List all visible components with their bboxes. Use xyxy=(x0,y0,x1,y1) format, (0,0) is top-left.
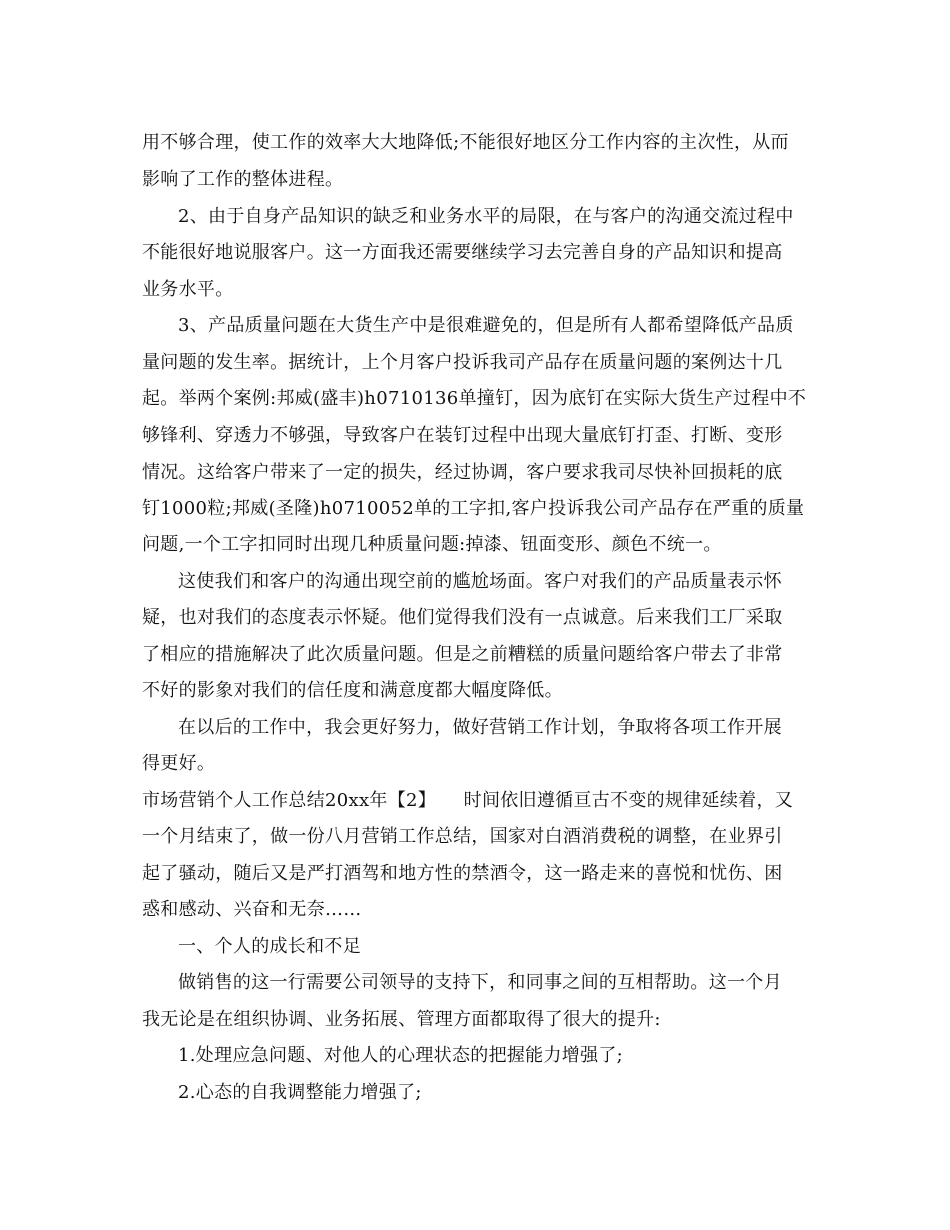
text-line: 在以后的工作中，我会更好努力，做好营销工作计划，争取将各项工作开展 xyxy=(178,717,782,738)
text-line: 问题,一个工字扣同时出现几种质量问题:掉漆、钮面变形、颜色不统一。 xyxy=(142,534,722,555)
text-line: 起。举两个案例:邦威(盛丰)h0710136单撞钉，因为底钉在实际大货生产过程中不 xyxy=(142,388,807,409)
text-line: 这使我们和客户的沟通出现空前的尴尬场面。客户对我们的产品质量表示怀 xyxy=(178,571,782,592)
text-line: 1.处理应急问题、对他人的心理状态的把握能力增强了; xyxy=(178,1045,624,1066)
text-line: 2、由于自身产品知识的缺乏和业务水平的局限，在与客户的沟通交流过程中 xyxy=(178,206,794,227)
text-line: 疑，也对我们的态度表示怀疑。他们觉得我们没有一点诚意。后来我们工厂采取 xyxy=(142,607,783,628)
text-line: 我无论是在组织协调、业务拓展、管理方面都取得了很大的提升: xyxy=(142,1009,661,1030)
text-line: 一个月结束了，做一份八月营销工作总结，国家对白酒消费税的调整，在业界引 xyxy=(142,826,783,847)
text-line: 钉1000粒;邦威(圣隆)h0710052单的工字扣,客户投诉我公司产品存在严重的质量 xyxy=(142,498,805,519)
text-line: 2.心态的自我调整能力增强了; xyxy=(178,1082,422,1103)
text-line: 一、个人的成长和不足 xyxy=(178,936,361,957)
text-line: 量问题的发生率。据统计，上个月客户投诉我司产品存在质量问题的案例达十几 xyxy=(142,352,783,373)
text-line: 惑和感动、兴奋和无奈…… xyxy=(142,899,362,920)
text-line: 业务水平。 xyxy=(142,279,234,300)
text-line: 做销售的这一行需要公司领导的支持下，和同事之间的互相帮助。这一个月 xyxy=(178,972,782,993)
text-line: 用不够合理，使工作的效率大大地降低;不能很好地区分工作内容的主次性，从而 xyxy=(142,132,789,153)
text-line: 不能很好地说服客户。这一方面我还需要继续学习去完善自身的产品知识和提高 xyxy=(142,242,783,263)
text-line: 3、产品质量问题在大货生产中是很难避免的，但是所有人都希望降低产品质 xyxy=(178,315,794,336)
text-line: 市场营销个人工作总结20xx年【2】 时间依旧遵循亘古不变的规律延续着，又 xyxy=(142,790,794,811)
text-line: 影响了工作的整体进程。 xyxy=(142,169,344,190)
text-line: 起了骚动，随后又是严打酒驾和地方性的禁酒令，这一路走来的喜悦和忧伤、困 xyxy=(142,863,783,884)
text-line: 情况。这给客户带来了一定的损失，经过协调，客户要求我司尽快补回损耗的底 xyxy=(142,462,783,483)
text-line: 够锋利、穿透力不够强，导致客户在装钉过程中出现大量底钉打歪、打断、变形 xyxy=(142,425,783,446)
text-line: 了相应的措施解决了此次质量问题。但是之前糟糕的质量问题给客户带去了非常 xyxy=(142,644,783,665)
text-line: 不好的影象对我们的信任度和满意度都大幅度降低。 xyxy=(142,680,563,701)
text-line: 得更好。 xyxy=(142,753,216,774)
